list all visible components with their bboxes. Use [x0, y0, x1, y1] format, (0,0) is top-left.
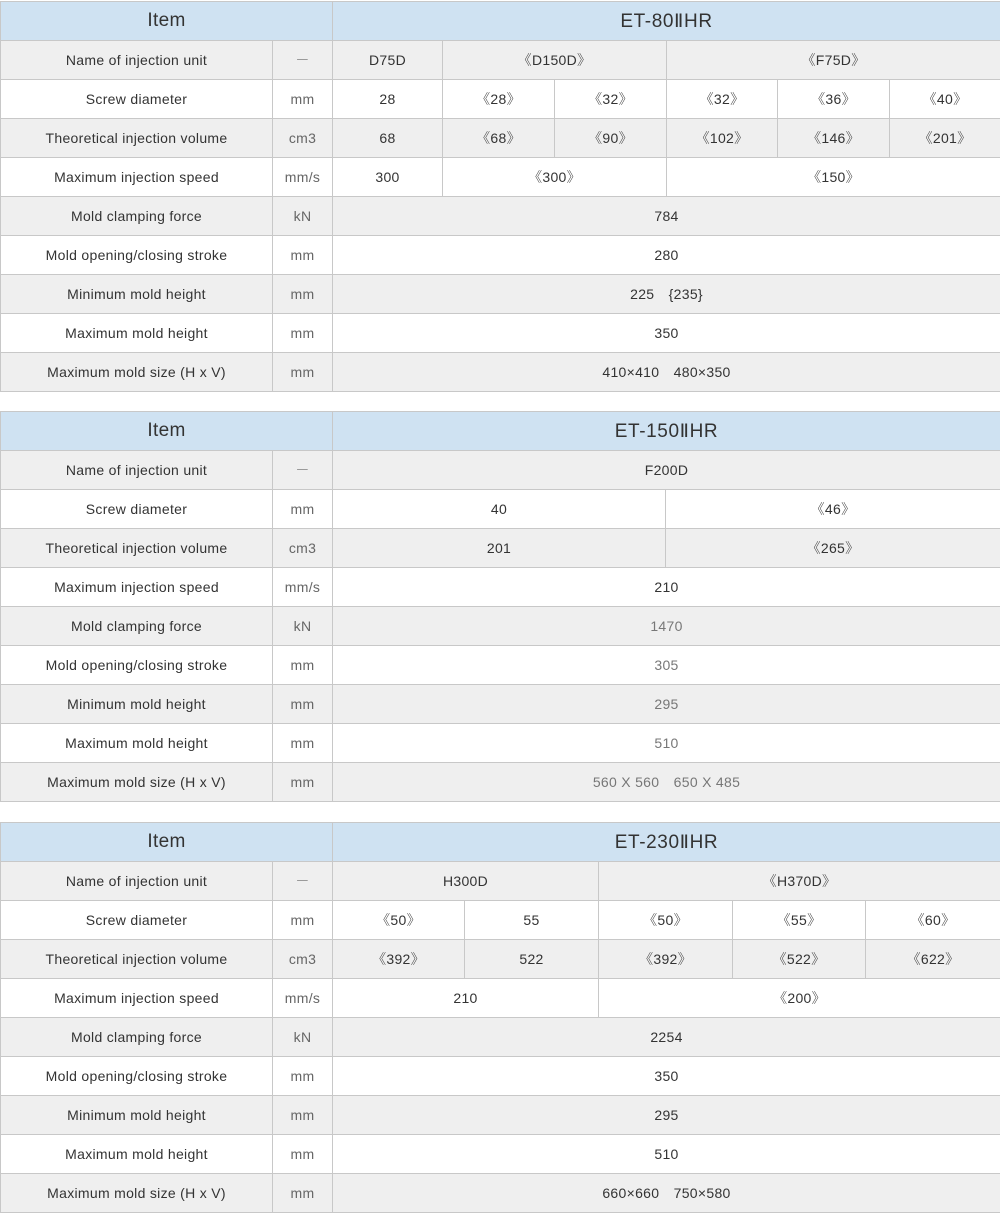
value-cell: 《50》	[333, 901, 465, 940]
value-cell: 《F75D》	[667, 41, 1000, 80]
value-cell: 《150》	[667, 158, 1000, 197]
row-label: Maximum mold height	[1, 724, 273, 763]
value-cell: 《36》	[778, 80, 890, 119]
value-cell: 《68》	[443, 119, 555, 158]
value-cell: H300D	[333, 862, 599, 901]
value-cell: 《200》	[599, 979, 1000, 1018]
table-row	[1, 451, 1000, 490]
row-label: Mold opening/closing stroke	[1, 236, 273, 275]
table-row	[1, 763, 1000, 802]
row-unit: mm	[273, 1174, 333, 1213]
table-row	[1, 607, 1000, 646]
table-row	[1, 1174, 1000, 1213]
value-cell: 28	[333, 80, 443, 119]
row-label: Name of injection unit	[1, 451, 273, 490]
row-label: Maximum mold height	[1, 314, 273, 353]
table-row	[1, 685, 1000, 724]
row-unit: mm	[273, 1135, 333, 1174]
row-label: Screw diameter	[1, 490, 273, 529]
value-cell: 《D150D》	[443, 41, 667, 80]
value-cell: 《32》	[667, 80, 778, 119]
row-label: Mold opening/closing stroke	[1, 1057, 273, 1096]
value-cell: 280	[333, 236, 1000, 275]
row-unit: mm	[273, 763, 333, 802]
row-unit: kN	[273, 1018, 333, 1057]
spec-table-et150	[0, 411, 1000, 802]
row-unit: mm	[273, 901, 333, 940]
table-row	[1, 41, 1000, 80]
value-cell: 295	[333, 685, 1000, 724]
row-unit: kN	[273, 197, 333, 236]
value-cell: 660×660 750×580	[333, 1174, 1000, 1213]
row-label: Mold clamping force	[1, 197, 273, 236]
row-unit: mm	[273, 236, 333, 275]
row-unit: mm	[273, 314, 333, 353]
row-unit: mm/s	[273, 158, 333, 197]
row-label: Minimum mold height	[1, 685, 273, 724]
table-row	[1, 275, 1000, 314]
row-label: Maximum mold size (H x V)	[1, 353, 273, 392]
value-cell: 《392》	[333, 940, 465, 979]
item-header: Item	[1, 823, 333, 862]
table-row	[1, 314, 1000, 353]
table-row	[1, 646, 1000, 685]
row-unit: cm3	[273, 119, 333, 158]
model-header: ET-150ⅡHR	[333, 412, 1000, 451]
table-row	[1, 1096, 1000, 1135]
row-unit: mm	[273, 353, 333, 392]
value-cell: 《102》	[667, 119, 778, 158]
table-header-row	[1, 2, 1000, 41]
row-label: Theoretical injection volume	[1, 119, 273, 158]
row-unit: mm	[273, 646, 333, 685]
value-cell: 2254	[333, 1018, 1000, 1057]
table-header-row	[1, 412, 1000, 451]
model-header: ET-80ⅡHR	[333, 2, 1000, 41]
value-cell: 68	[333, 119, 443, 158]
value-cell: 522	[465, 940, 599, 979]
table-row	[1, 862, 1000, 901]
row-unit: mm/s	[273, 568, 333, 607]
value-cell: 《146》	[778, 119, 890, 158]
row-label: Name of injection unit	[1, 862, 273, 901]
value-cell: 《55》	[733, 901, 866, 940]
value-cell: 《32》	[555, 80, 667, 119]
row-label: Screw diameter	[1, 901, 273, 940]
row-label: Theoretical injection volume	[1, 940, 273, 979]
row-label: Minimum mold height	[1, 275, 273, 314]
row-unit: mm	[273, 1057, 333, 1096]
row-unit: kN	[273, 607, 333, 646]
table-row	[1, 80, 1000, 119]
value-cell: 201	[333, 529, 666, 568]
row-label: Maximum mold size (H x V)	[1, 1174, 273, 1213]
table-row	[1, 1018, 1000, 1057]
row-unit: －	[273, 862, 333, 901]
value-cell: 《H370D》	[599, 862, 1000, 901]
row-unit: mm	[273, 490, 333, 529]
table-row	[1, 490, 1000, 529]
table-row	[1, 197, 1000, 236]
row-label: Maximum injection speed	[1, 158, 273, 197]
table-row	[1, 353, 1000, 392]
value-cell: F200D	[333, 451, 1000, 490]
value-cell: 《622》	[866, 940, 1000, 979]
table-row	[1, 236, 1000, 275]
row-unit: mm/s	[273, 979, 333, 1018]
spec-table-et230	[0, 822, 1000, 1213]
table-row	[1, 568, 1000, 607]
value-cell: 《46》	[666, 490, 1000, 529]
row-unit: mm	[273, 275, 333, 314]
row-label: Name of injection unit	[1, 41, 273, 80]
table-row	[1, 901, 1000, 940]
value-cell: 305	[333, 646, 1000, 685]
row-label: Maximum mold height	[1, 1135, 273, 1174]
row-unit: －	[273, 41, 333, 80]
value-cell: 《201》	[890, 119, 1000, 158]
value-cell: 350	[333, 314, 1000, 353]
item-header: Item	[1, 412, 333, 451]
value-cell: 《90》	[555, 119, 667, 158]
value-cell: 350	[333, 1057, 1000, 1096]
model-header: ET-230ⅡHR	[333, 823, 1000, 862]
table-row	[1, 529, 1000, 568]
value-cell: D75D	[333, 41, 443, 80]
row-label: Minimum mold height	[1, 1096, 273, 1135]
value-cell: 《50》	[599, 901, 733, 940]
row-unit: mm	[273, 1096, 333, 1135]
table-row	[1, 1135, 1000, 1174]
value-cell: 300	[333, 158, 443, 197]
row-label: Screw diameter	[1, 80, 273, 119]
value-cell: 《60》	[866, 901, 1000, 940]
value-cell: 410×410 480×350	[333, 353, 1000, 392]
row-label: Maximum injection speed	[1, 568, 273, 607]
value-cell: 40	[333, 490, 666, 529]
spec-table-et80	[0, 1, 1000, 392]
value-cell: 560 X 560 650 X 485	[333, 763, 1000, 802]
row-label: Maximum injection speed	[1, 979, 273, 1018]
value-cell: 《28》	[443, 80, 555, 119]
value-cell: 《522》	[733, 940, 866, 979]
value-cell: 《300》	[443, 158, 667, 197]
value-cell: 784	[333, 197, 1000, 236]
value-cell: 《40》	[890, 80, 1000, 119]
row-unit: mm	[273, 724, 333, 763]
value-cell: 210	[333, 568, 1000, 607]
table-row	[1, 724, 1000, 763]
row-unit: mm	[273, 80, 333, 119]
value-cell: 225 {235}	[333, 275, 1000, 314]
table-row	[1, 940, 1000, 979]
row-label: Mold clamping force	[1, 1018, 273, 1057]
item-header: Item	[1, 2, 333, 41]
row-label: Mold opening/closing stroke	[1, 646, 273, 685]
value-cell: 1470	[333, 607, 1000, 646]
table-row	[1, 979, 1000, 1018]
row-label: Maximum mold size (H x V)	[1, 763, 273, 802]
row-unit: cm3	[273, 529, 333, 568]
row-unit: －	[273, 451, 333, 490]
table-row	[1, 158, 1000, 197]
value-cell: 510	[333, 1135, 1000, 1174]
table-header-row	[1, 823, 1000, 862]
table-row	[1, 119, 1000, 158]
row-unit: cm3	[273, 940, 333, 979]
table-row	[1, 1057, 1000, 1096]
row-label: Theoretical injection volume	[1, 529, 273, 568]
value-cell: 《265》	[666, 529, 1000, 568]
value-cell: 55	[465, 901, 599, 940]
row-unit: mm	[273, 685, 333, 724]
value-cell: 295	[333, 1096, 1000, 1135]
value-cell: 《392》	[599, 940, 733, 979]
value-cell: 210	[333, 979, 599, 1018]
value-cell: 510	[333, 724, 1000, 763]
row-label: Mold clamping force	[1, 607, 273, 646]
